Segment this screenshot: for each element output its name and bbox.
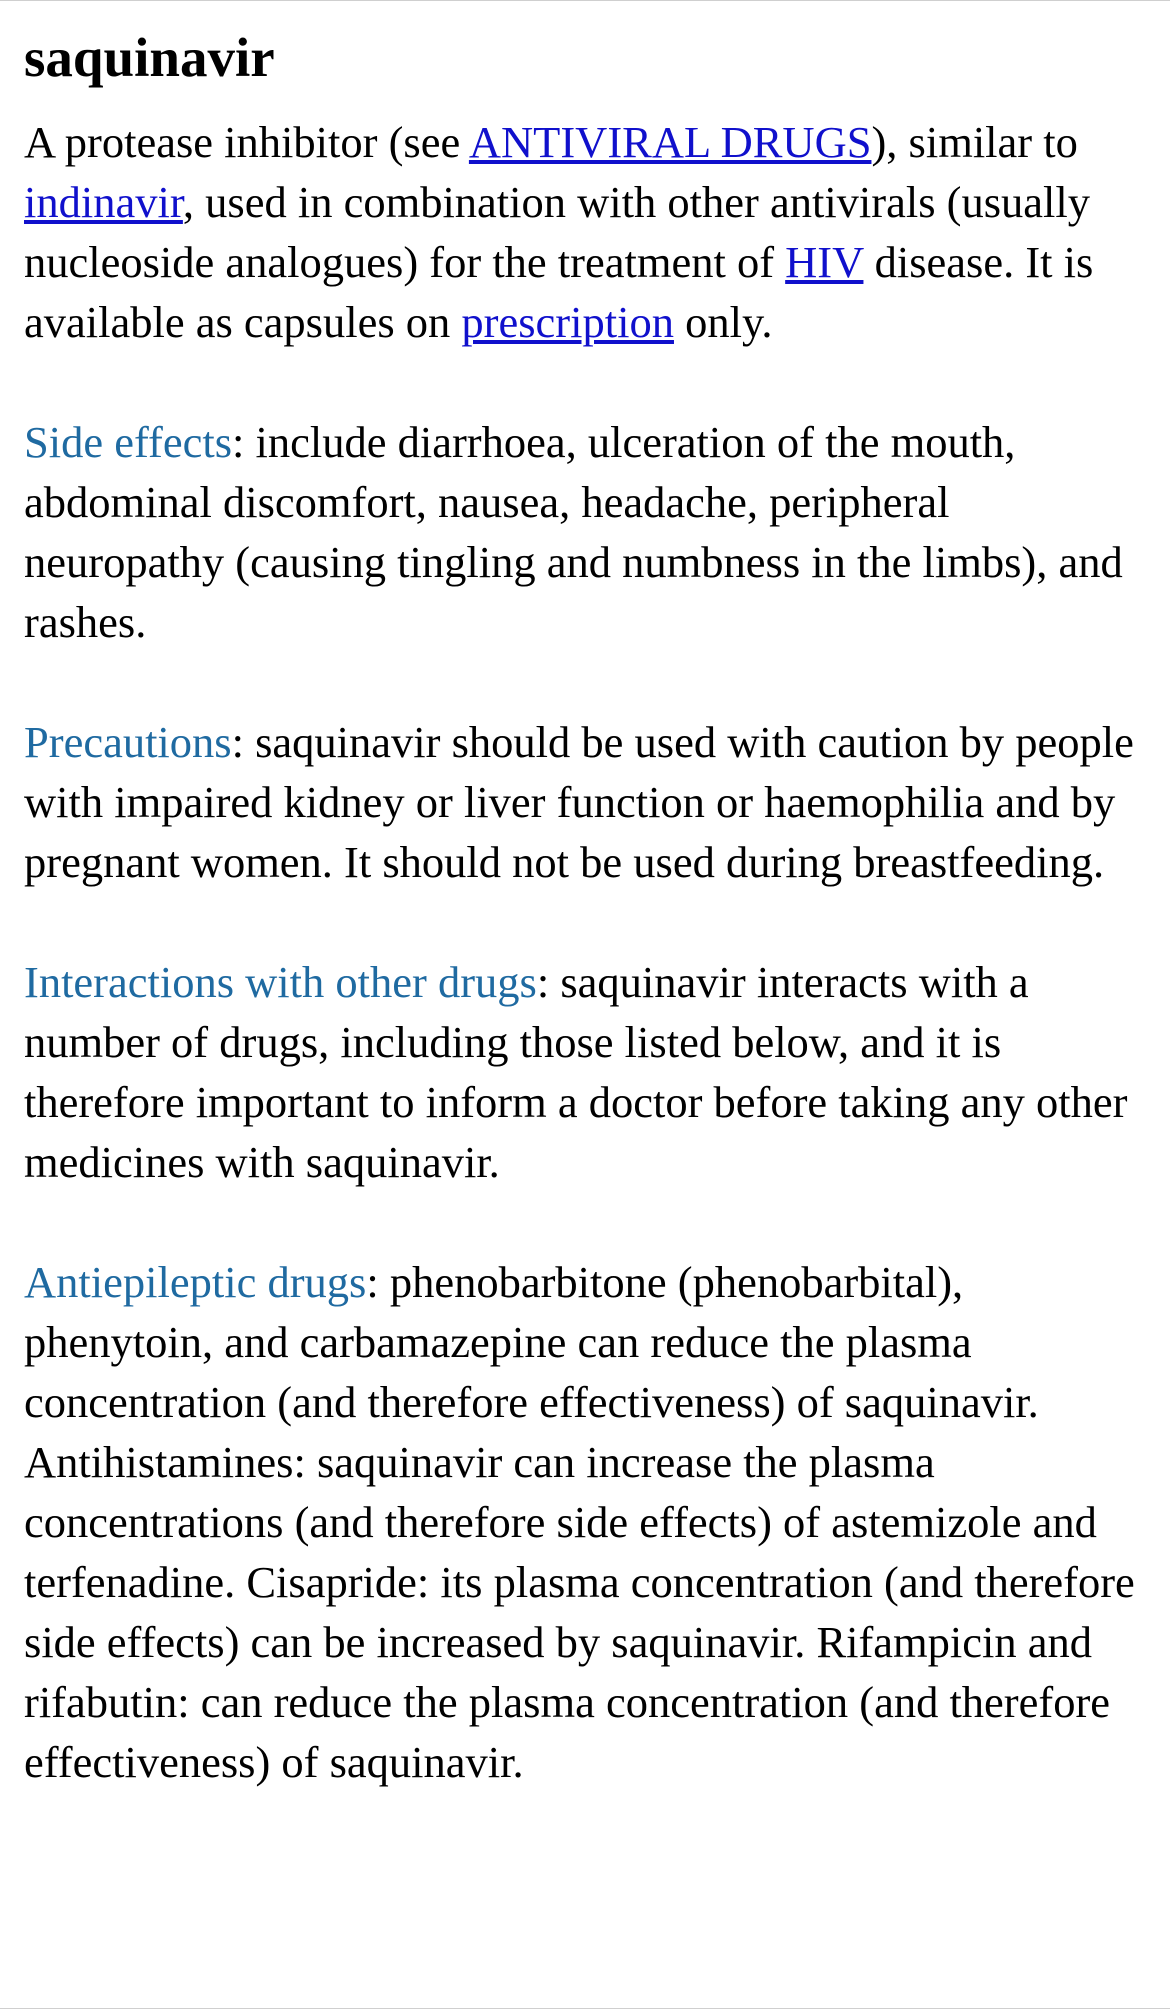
intro-text-4: disease. It is available as capsules on bbox=[24, 237, 1094, 347]
bottom-divider bbox=[0, 2008, 1170, 2009]
entry-title: saquinavir bbox=[24, 27, 275, 88]
antiviral-drugs-link[interactable]: ANTIVIRAL DRUGS bbox=[468, 117, 872, 167]
side-effects-section bbox=[24, 412, 1154, 652]
precautions-heading: Precautions bbox=[24, 717, 232, 767]
side-effects-text: : include diarrhoea, ulceration of the mouth, abdominal discomfort, nausea, headache, peripheral neuropathy (causing tingling and numbness in the limbs), and rashes. bbox=[24, 417, 1123, 647]
top-divider bbox=[0, 0, 1170, 1]
dictionary-entry bbox=[24, 18, 1154, 1792]
precautions-section bbox=[24, 712, 1154, 892]
side-effects-heading: Side effects bbox=[24, 417, 233, 467]
prescription-link[interactable]: prescription bbox=[461, 297, 674, 347]
intro-text-5: only. bbox=[673, 297, 773, 347]
antiepileptic-heading: Antiepileptic drugs bbox=[24, 1257, 367, 1307]
interactions-text: : saquinavir interacts with a number of drugs, including those listed below, and it is therefore important to inform a doctor before taking any other medicines with saquinavir. bbox=[24, 957, 1128, 1187]
indinavir-link[interactable]: indinavir bbox=[24, 177, 183, 227]
intro-text-3: , used in combination with other antivirals (usually nucleoside analogues) for the treatment of bbox=[24, 177, 1091, 287]
precautions-text: : saquinavir should be used with caution by people with impaired kidney or liver function or haemophilia and by pregnant women. It should not be used during breastfeeding. bbox=[24, 717, 1134, 887]
hiv-link[interactable]: HIV bbox=[785, 237, 864, 287]
interactions-heading: Interactions with other drugs bbox=[24, 957, 537, 1007]
antiepileptic-text: : phenobarbitone (phenobarbital), phenytoin, and carbamazepine can reduce the plasma concentration (and therefore effectiveness) of saquinavir. Antihistamines: saquinavir can increase the plasma concentrations (and therefore side effects) of astemizole and terfenadine. Cisapride: its plasma concentration (and therefore side effects) can be increased by saquinavir. Rifampicin and rifabutin: can reduce the plasma concentration (and therefore effectiveness) of saquinavir. bbox=[24, 1257, 1135, 1787]
intro-text-2: ), similar to bbox=[871, 117, 1078, 167]
intro-text-1: A protease inhibitor (see bbox=[24, 117, 469, 167]
antiepileptic-section bbox=[24, 1252, 1154, 1792]
interactions-section bbox=[24, 952, 1154, 1192]
intro-paragraph bbox=[24, 112, 1154, 352]
